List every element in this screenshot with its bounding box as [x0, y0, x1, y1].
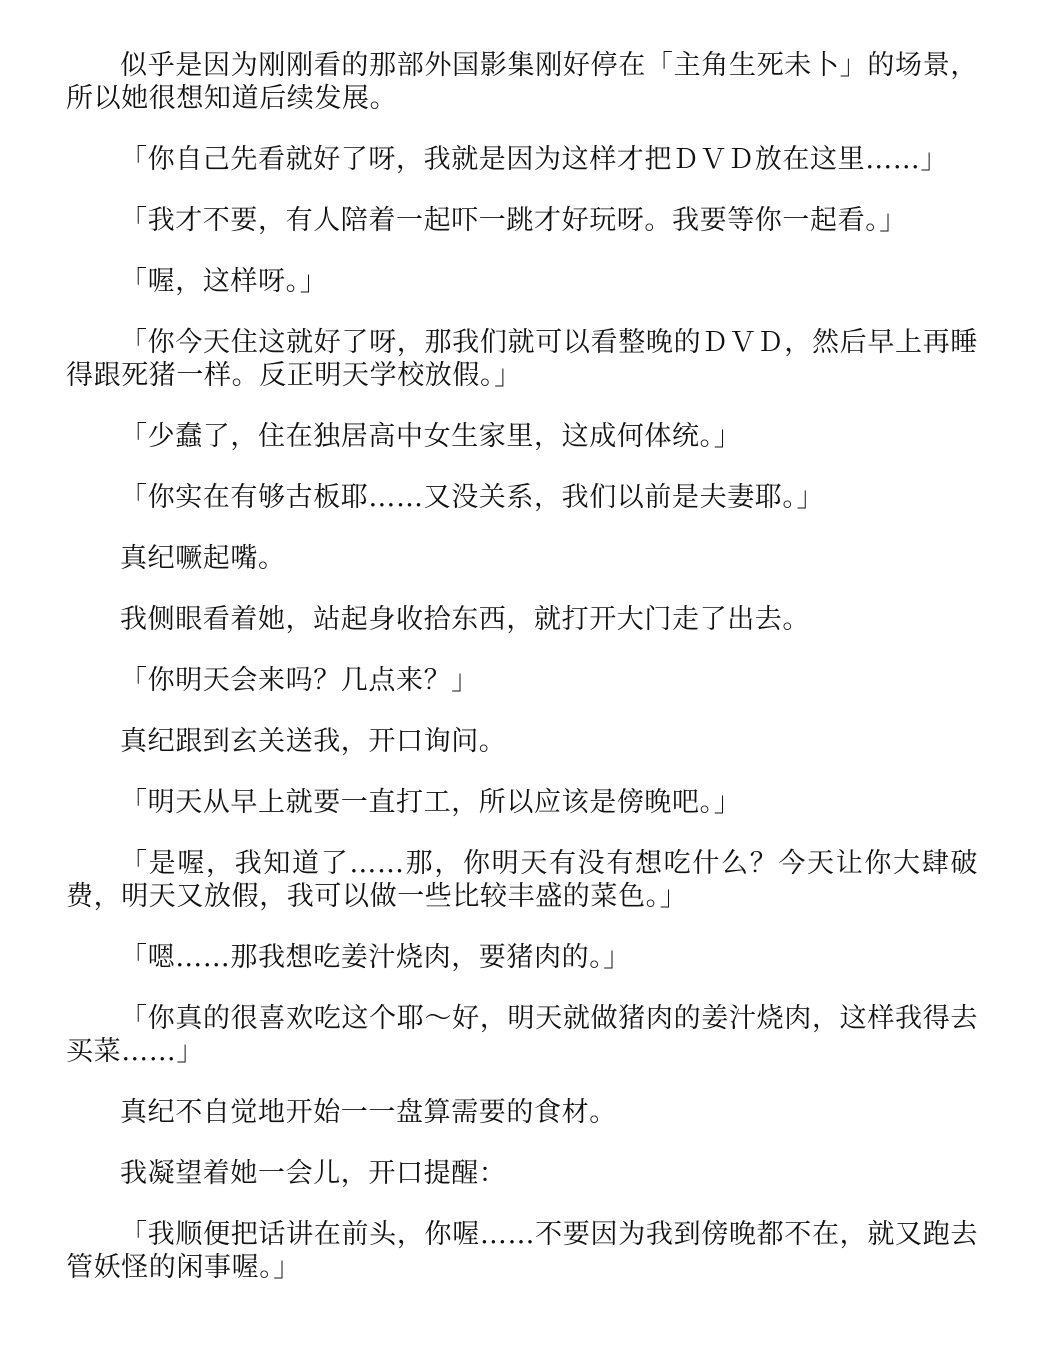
paragraph: 似乎是因为刚刚看的那部外国影集刚好停在「主角生死未卜」的场景，所以她很想知道后续发展。 — [66, 50, 978, 114]
document-page — [66, 49, 978, 1312]
paragraph: 「你今天住这就好了呀，那我们就可以看整晚的ＤＶＤ，然后早上再睡得跟死猪一样。反正明天学校放假。」 — [66, 327, 978, 391]
paragraph: 「你自己先看就好了呀，我就是因为这样才把ＤＶＤ放在这里……」 — [120, 144, 948, 175]
paragraph: 真纪不自觉地开始一一盘算需要的食材。 — [120, 1097, 617, 1128]
paragraph: 「你明天会来吗？几点来？」 — [120, 665, 479, 696]
paragraph: 「喔，这样呀。」 — [120, 266, 328, 297]
paragraph: 真纪噘起嘴。 — [120, 543, 286, 574]
paragraph: 「明天从早上就要一直打工，所以应该是傍晚吧。」 — [120, 787, 742, 818]
paragraph: 我侧眼看着她，站起身收拾东西，就打开大门走了出去。 — [120, 604, 810, 635]
paragraph: 「你实在有够古板耶……又没关系，我们以前是夫妻耶。」 — [120, 482, 825, 513]
paragraph: 「我顺便把话讲在前头，你喔……不要因为我到傍晚都不在，就又跑去管妖怪的闲事喔。」 — [66, 1219, 978, 1283]
paragraph: 「少蠢了，住在独居高中女生家里，这成何体统。」 — [120, 421, 742, 452]
paragraph: 「是喔，我知道了……那，你明天有没有想吃什么？今天让你大肆破费，明天又放假，我可以做一些比较丰盛的菜色。」 — [66, 848, 978, 912]
paragraph: 「我才不要，有人陪着一起吓一跳才好玩呀。我要等你一起看。」 — [120, 205, 907, 236]
paragraph: 「嗯……那我想吃姜汁烧肉，要猪肉的。」 — [120, 942, 631, 973]
paragraph: 「你真的很喜欢吃这个耶～好，明天就做猪肉的姜汁烧肉，这样我得去买菜……」 — [66, 1003, 978, 1067]
paragraph: 我凝望着她一会儿，开口提醒： — [120, 1158, 507, 1189]
paragraph: 真纪跟到玄关送我，开口询问。 — [120, 726, 507, 757]
